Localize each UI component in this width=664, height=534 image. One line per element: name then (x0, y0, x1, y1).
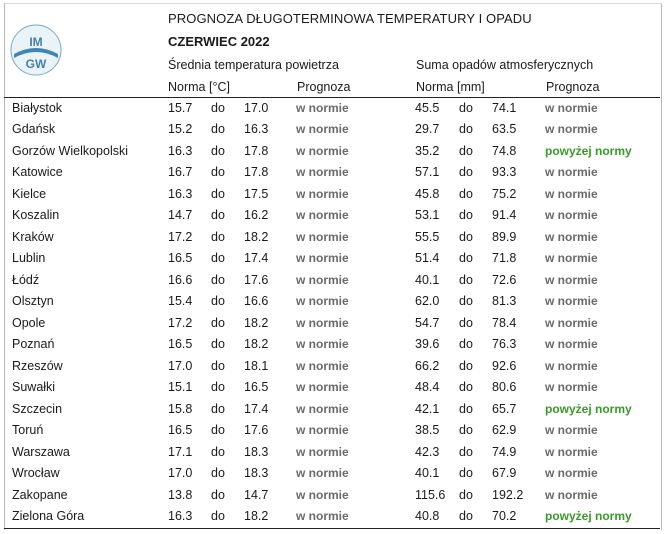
temp-range-separator: do (211, 509, 225, 523)
precip-range-separator: do (459, 423, 473, 437)
precip-norm-max: 72.6 (492, 272, 517, 287)
precip-norm-max: 70.2 (492, 509, 517, 523)
temp-forecast: w normie (296, 122, 349, 136)
temp-forecast: w normie (296, 358, 349, 373)
table-row (4, 314, 660, 336)
precip-range-separator: do (459, 122, 473, 136)
table-row (4, 120, 660, 142)
precip-range-separator: do (459, 272, 473, 287)
temp-norm-max: 18.1 (244, 358, 269, 373)
precip-norm-min: 38.5 (415, 423, 440, 437)
table-row (4, 507, 660, 529)
city-name: Warszawa (12, 444, 70, 459)
city-name: Gorzów Wielkopolski (12, 143, 129, 158)
table-row (4, 357, 660, 379)
precip-norm-max: 74.1 (492, 100, 517, 115)
table-row (4, 292, 660, 314)
temp-norm-min: 15.4 (168, 294, 193, 308)
temp-norm-min: 16.6 (168, 272, 193, 287)
temp-forecast: w normie (296, 186, 349, 201)
temp-norm-min: 17.2 (168, 315, 193, 330)
temp-norm-min: 16.5 (168, 337, 193, 351)
temp-range-separator: do (211, 272, 225, 287)
precip-norm-max: 80.6 (492, 380, 517, 394)
precip-norm-min: 115.6 (415, 487, 446, 502)
precip-norm-max: 93.3 (492, 165, 517, 179)
table-row (4, 400, 660, 422)
city-name: Olsztyn (12, 294, 54, 308)
temp-range-separator: do (211, 401, 225, 416)
temperature-forecast-label: Prognoza (297, 80, 351, 94)
precip-range-separator: do (459, 444, 473, 459)
temp-range-separator: do (211, 423, 225, 437)
temp-range-separator: do (211, 466, 225, 480)
precipitation-forecast-label: Prognoza (546, 80, 600, 94)
table-row (4, 271, 660, 293)
precip-forecast: powyżej normy (545, 143, 632, 158)
city-name: Białystok (12, 100, 63, 115)
temp-range-separator: do (211, 487, 225, 502)
temp-norm-max: 16.6 (244, 294, 269, 308)
svg-text:IM: IM (29, 35, 43, 49)
temp-forecast: w normie (296, 487, 349, 502)
precip-norm-max: 74.8 (492, 143, 517, 158)
temp-forecast: w normie (296, 337, 349, 351)
temp-range-separator: do (211, 208, 225, 222)
precip-norm-min: 35.2 (415, 143, 440, 158)
temp-forecast: w normie (296, 509, 349, 523)
city-name: Zielona Góra (12, 509, 85, 523)
precip-forecast: w normie (545, 208, 598, 222)
table-row (4, 486, 660, 508)
table-row (4, 206, 660, 228)
city-name: Poznań (12, 337, 55, 351)
precip-norm-max: 91.4 (492, 208, 517, 222)
city-name: Gdańsk (12, 122, 56, 136)
precip-norm-min: 53.1 (415, 208, 440, 222)
temp-forecast: w normie (296, 466, 349, 480)
page-title: PROGNOZA DŁUGOTERMINOWA TEMPERATURY I OPADU (168, 11, 532, 26)
precip-forecast: w normie (545, 251, 598, 265)
precip-norm-min: 54.7 (415, 315, 440, 330)
precip-range-separator: do (459, 294, 473, 308)
temp-range-separator: do (211, 358, 225, 373)
precip-norm-max: 71.8 (492, 251, 517, 265)
temp-norm-min: 16.3 (168, 143, 193, 158)
temp-forecast: w normie (296, 208, 349, 222)
table-row (4, 228, 660, 250)
precip-norm-min: 40.1 (415, 272, 440, 287)
table-row (4, 464, 660, 486)
temp-norm-max: 16.3 (244, 122, 269, 136)
temp-range-separator: do (211, 186, 225, 201)
temp-norm-min: 15.8 (168, 401, 193, 416)
precip-norm-min: 57.1 (415, 165, 440, 179)
page-subtitle: CZERWIEC 2022 (168, 34, 270, 49)
temp-norm-max: 18.2 (244, 337, 269, 351)
city-name: Katowice (12, 165, 63, 179)
temp-norm-max: 16.2 (244, 208, 269, 222)
temp-range-separator: do (211, 315, 225, 330)
temp-norm-min: 13.8 (168, 487, 193, 502)
precip-norm-min: 62.0 (415, 294, 440, 308)
precip-forecast: w normie (545, 272, 598, 287)
temp-norm-min: 17.1 (168, 444, 193, 459)
precip-norm-max: 75.2 (492, 186, 517, 201)
imgw-logo (10, 24, 62, 76)
precip-forecast: w normie (545, 423, 598, 437)
precip-forecast: w normie (545, 122, 598, 136)
precip-norm-min: 48.4 (415, 380, 440, 394)
precip-forecast: w normie (545, 487, 598, 502)
precip-norm-max: 81.3 (492, 294, 517, 308)
precip-forecast: w normie (545, 466, 598, 480)
temp-norm-min: 17.2 (168, 229, 193, 244)
precip-range-separator: do (459, 380, 473, 394)
svg-text:GW: GW (25, 57, 47, 71)
table-row (4, 421, 660, 443)
temp-forecast: w normie (296, 165, 349, 179)
precip-norm-max: 89.9 (492, 229, 517, 244)
precip-norm-min: 40.1 (415, 466, 440, 480)
precip-norm-min: 42.3 (415, 444, 440, 459)
temp-norm-min: 16.5 (168, 423, 193, 437)
temp-forecast: w normie (296, 100, 349, 115)
temp-norm-min: 16.3 (168, 509, 193, 523)
temp-range-separator: do (211, 251, 225, 265)
precip-forecast: powyżej normy (545, 401, 632, 416)
precip-forecast: w normie (545, 444, 598, 459)
temp-range-separator: do (211, 143, 225, 158)
city-name: Opole (12, 315, 46, 330)
precip-forecast: w normie (545, 229, 598, 244)
table-row (4, 443, 660, 465)
temp-forecast: w normie (296, 315, 349, 330)
city-name: Suwałki (12, 380, 56, 394)
temp-range-separator: do (211, 337, 225, 351)
precip-norm-max: 76.3 (492, 337, 517, 351)
city-name: Rzeszów (12, 358, 63, 373)
precip-norm-max: 192.2 (492, 487, 524, 502)
temp-norm-min: 16.7 (168, 165, 193, 179)
precip-norm-max: 65.7 (492, 401, 517, 416)
precip-norm-min: 66.2 (415, 358, 440, 373)
city-name: Zakopane (12, 487, 68, 502)
temp-norm-max: 18.3 (244, 444, 269, 459)
temp-norm-max: 17.8 (244, 143, 269, 158)
city-name: Toruń (12, 423, 44, 437)
temp-norm-min: 15.1 (168, 380, 193, 394)
table-row (4, 99, 660, 121)
precip-norm-min: 55.5 (415, 229, 440, 244)
table-row (4, 185, 660, 207)
precip-range-separator: do (459, 509, 473, 523)
table-row (4, 163, 660, 185)
precip-range-separator: do (459, 466, 473, 480)
temp-forecast: w normie (296, 401, 349, 416)
temp-norm-max: 18.2 (244, 229, 269, 244)
temp-norm-min: 17.0 (168, 358, 193, 373)
temp-norm-min: 16.3 (168, 186, 193, 201)
precip-norm-max: 67.9 (492, 466, 517, 480)
temp-forecast: w normie (296, 444, 349, 459)
precip-norm-min: 42.1 (415, 401, 440, 416)
temp-norm-max: 14.7 (244, 487, 269, 502)
temp-norm-max: 17.4 (244, 251, 269, 265)
precip-range-separator: do (459, 165, 473, 179)
precip-norm-min: 40.8 (415, 509, 440, 523)
precip-norm-max: 62.9 (492, 423, 517, 437)
temp-norm-max: 17.4 (244, 401, 269, 416)
precip-forecast: w normie (545, 315, 598, 330)
temp-range-separator: do (211, 380, 225, 394)
precip-range-separator: do (459, 229, 473, 244)
precip-range-separator: do (459, 487, 473, 502)
temp-norm-max: 18.3 (244, 466, 269, 480)
table-row (4, 378, 660, 400)
precip-norm-max: 74.9 (492, 444, 517, 459)
temp-norm-max: 17.8 (244, 165, 269, 179)
temp-norm-min: 15.2 (168, 122, 193, 136)
temp-forecast: w normie (296, 143, 349, 158)
temp-norm-max: 17.0 (244, 100, 269, 115)
temp-range-separator: do (211, 294, 225, 308)
table-row (4, 249, 660, 271)
precip-norm-min: 45.8 (415, 186, 440, 201)
precip-norm-min: 29.7 (415, 122, 440, 136)
precipitation-norm-label: Norma [mm] (416, 80, 485, 94)
city-name: Koszalin (12, 208, 60, 222)
precip-norm-max: 63.5 (492, 122, 517, 136)
temp-forecast: w normie (296, 423, 349, 437)
temp-norm-max: 17.5 (244, 186, 269, 201)
precip-forecast: w normie (545, 337, 598, 351)
precip-norm-min: 39.6 (415, 337, 440, 351)
table-row (4, 142, 660, 164)
temp-range-separator: do (211, 229, 225, 244)
precip-norm-max: 78.4 (492, 315, 517, 330)
precip-forecast: w normie (545, 380, 598, 394)
city-name: Kraków (12, 229, 54, 244)
precip-forecast: w normie (545, 358, 598, 373)
precip-forecast: w normie (545, 186, 598, 201)
precip-forecast: w normie (545, 165, 598, 179)
precip-range-separator: do (459, 358, 473, 373)
precip-range-separator: do (459, 208, 473, 222)
temperature-norm-label: Norma [°C] (168, 80, 230, 94)
temp-norm-max: 17.6 (244, 272, 269, 287)
temp-norm-min: 14.7 (168, 208, 193, 222)
table-row (4, 335, 660, 357)
temp-forecast: w normie (296, 294, 349, 308)
temp-norm-min: 17.0 (168, 466, 193, 480)
temperature-heading: Średnia temperatura powietrza (168, 58, 339, 72)
temp-range-separator: do (211, 100, 225, 115)
city-name: Lublin (12, 251, 46, 265)
temp-range-separator: do (211, 122, 225, 136)
precip-range-separator: do (459, 337, 473, 351)
precip-range-separator: do (459, 315, 473, 330)
precip-forecast: w normie (545, 100, 598, 115)
temp-forecast: w normie (296, 251, 349, 265)
temp-forecast: w normie (296, 380, 349, 394)
precip-range-separator: do (459, 251, 473, 265)
temp-norm-max: 18.2 (244, 509, 269, 523)
city-name: Wrocław (12, 466, 60, 480)
precip-range-separator: do (459, 186, 473, 201)
precip-range-separator: do (459, 143, 473, 158)
city-name: Szczecin (12, 401, 63, 416)
temp-norm-min: 15.7 (168, 100, 193, 115)
temp-norm-max: 17.6 (244, 423, 269, 437)
precipitation-heading: Suma opadów atmosferycznych (416, 58, 594, 72)
precip-norm-min: 51.4 (415, 251, 440, 265)
precip-norm-min: 45.5 (415, 100, 440, 115)
precip-range-separator: do (459, 401, 473, 416)
temp-norm-max: 16.5 (244, 380, 269, 394)
precip-forecast: w normie (545, 294, 598, 308)
temp-range-separator: do (211, 444, 225, 459)
city-name: Kielce (12, 186, 47, 201)
temp-range-separator: do (211, 165, 225, 179)
precip-range-separator: do (459, 100, 473, 115)
temp-forecast: w normie (296, 229, 349, 244)
city-name: Łódź (12, 272, 40, 287)
temp-forecast: w normie (296, 272, 349, 287)
temp-norm-max: 18.2 (244, 315, 269, 330)
precip-norm-max: 92.6 (492, 358, 517, 373)
temp-norm-min: 16.5 (168, 251, 193, 265)
precip-forecast: powyżej normy (545, 509, 632, 523)
